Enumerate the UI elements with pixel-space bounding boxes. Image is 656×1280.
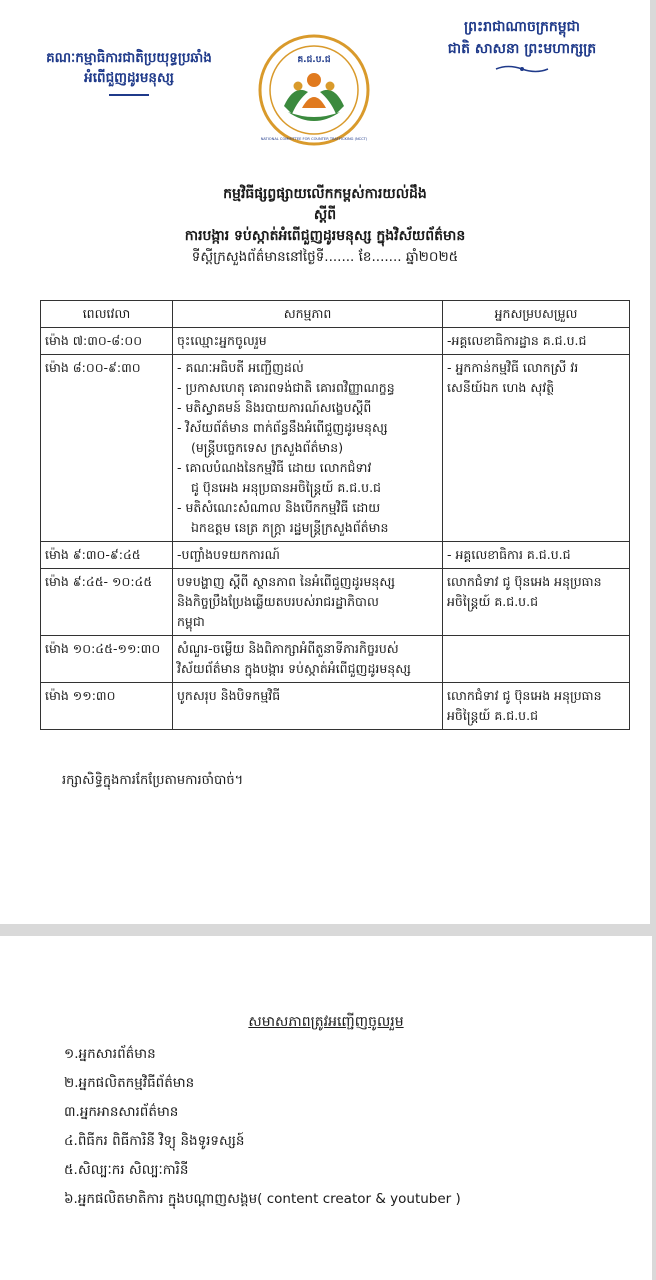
program-subject: ការបង្ការ ទប់ស្កាត់អំពើជួញដូរមនុស្ស ក្នុងវិស័យព័ត៌មាន [184,228,466,244]
activity-line: -បញ្ចាំងបទយកការណ៍ [177,547,280,562]
activity-line: ចុះឈ្មោះអ្នកចូលរួម [177,333,267,348]
national-motto: ជាតិ សាសនា ព្រះមហាក្សត្រ [447,41,597,57]
logo-abbrev: គ.ជ.ប.ជ [297,55,331,65]
agenda-time-cell: ម៉ោង ១០:៤៥-១១:៣០ [41,636,173,683]
activity-line: ឯកឧត្តម នេត្រ ភក្ត្រា រដ្ឋមន្ត្រីក្រសួងព័ត៌មាន [191,520,389,535]
header-facilitator: អ្នកសម្របសម្រួល [443,301,630,328]
activity-line: - គោលបំណងនៃកម្មវិធី ដោយ លោកជំទាវ [177,460,372,475]
kingdom-name: ព្រះរាជាណាចក្រកម្ពុជា [463,19,580,35]
participant-item: ៥.សិល្បៈករ សិល្បៈការិនី [64,1162,189,1178]
agenda-time-cell: ម៉ោង ៩:៣០-៩:៤៥ [41,542,173,569]
activity-line: ជូ ប៊ុនអេង អនុប្រធានអចិន្ត្រៃយ៍ គ.ជ.ប.ជ [191,480,381,495]
agenda-activity-cell [173,636,443,683]
kingdom-motto-header [422,16,622,74]
agenda-activity-cell [173,328,443,355]
agenda-activity-cell [173,569,443,636]
agenda-time-cell: ម៉ោង ៨:០០-៩:៣០ [41,355,173,542]
activity-line: វិស័យព័ត៌មាន ក្នុងបង្ការ ទប់ស្កាត់អំពើជួញដូរមនុស្ស [177,661,411,676]
document-page-2 [0,936,652,1280]
ornament-flourish-icon [494,64,550,74]
activity-line: - គណៈអធិបតី អញ្ជើញដល់ [177,360,304,375]
agenda-time-cell: ម៉ោង ៩:៤៥- ១០:៤៥ [41,569,173,636]
activity-line: - មតិសំណេះសំណាល និងបើកកម្មវិធី ដោយ [177,500,381,515]
agenda-facilitator-cell: លោកជំទាវ ជូ ប៊ុនអេង អនុប្រធានអចិន្ត្រៃយ៍ គ.ជ.ប.ជ [443,683,630,730]
activity-line: បូកសរុប និងបិទកម្មវិធី [177,688,281,703]
org-name-line1: គណៈកម្មាធិការជាតិប្រយុទ្ធប្រឆាំង [46,50,212,66]
participant-item: ៣.អ្នកអានសារព័ត៌មាន [64,1104,179,1120]
activity-line: សំណួរ-ចម្លើយ និងពិភាក្សាអំពីតួនាទីភារកិច្ចរបស់ [177,641,399,656]
activity-line: និងកិច្ចប្រឹងប្រែងឆ្លើយតបរបស់រាជរដ្ឋាភិបាល [177,594,379,609]
agenda-row [41,355,630,542]
participants-title: សមាសភាពត្រូវអញ្ជើញចូលរួម [248,1014,404,1030]
agenda-facilitator-cell: - អ្នកកាន់កម្មវិធី លោកស្រី វរសេនីយ៍ឯក ហេង សុវត្ថិ [443,355,630,542]
logo-ring-text: NATIONAL COMMITTEE FOR COUNTER TRAFFICKING (NCCT) [260,137,368,141]
activity-line: - ប្រកាសហេតុ គោរពទង់ជាតិ គោរពវិញ្ញាណក្ខន្ធ [177,380,395,395]
participant-item: ១.អ្នកសារព័ត៌មាន [64,1046,156,1062]
agenda-header-row [41,301,630,328]
agenda-time-cell: ម៉ោង ១១:៣០ [41,683,173,730]
rights-note: រក្សាសិទ្ធិក្នុងការកែប្រែតាមការចាំបាច់។ [62,773,244,788]
activity-line: - មតិស្វាគមន៍ និងរបាយការណ៍សង្ខេបស្តីពី [177,400,372,415]
agenda-row [41,542,630,569]
agenda-row [41,569,630,636]
activity-line: (មន្ត្រីបច្ចេកទេស ក្រសួងព័ត៌មាន) [191,440,344,455]
ornament-underline-icon [109,92,149,98]
ncct-logo [258,34,370,146]
participant-item: ៦.អ្នកផលិតមាតិការ ក្នុងបណ្តាញសង្គម( content creator & youtuber ) [64,1191,461,1207]
program-title: កម្មវិធីផ្សព្វផ្សាយលើកកម្ពស់ការយល់ដឹង [223,186,427,202]
organization-header [24,48,234,98]
agenda-activity-cell [173,542,443,569]
activity-line: បទបង្ហាញ ស្តីពី ស្ថានភាព នៃអំពើជួញដូរមនុស្ស [177,574,395,589]
agenda-row [41,683,630,730]
activity-line: កម្ពុជា [177,614,205,629]
participant-item: ៤.ពិធីករ ពិធីការិនី វិទ្យុ និងទូរទស្សន៍ [64,1133,245,1149]
agenda-table [40,300,630,730]
program-venue-date: ទីស្តីក្រសួងព័ត៌មាននៅថ្ងៃទី....... ខែ....... ឆ្នាំ២០២៥ [191,249,459,265]
agenda-row [41,328,630,355]
agenda-activity-cell [173,355,443,542]
org-name-line2: អំពើជួញដូរមនុស្ស [84,70,174,86]
participants-list [64,1040,461,1214]
agenda-facilitator-cell: លោកជំទាវ ជូ ប៊ុនអេង អនុប្រធានអចិន្ត្រៃយ៍ គ.ជ.ប.ជ [443,569,630,636]
agenda-facilitator-cell: - អគ្គលេខាធិការ គ.ជ.ប.ជ [443,542,630,569]
participant-item: ២.អ្នកផលិតកម្មវិធីព័ត៌មាន [64,1075,195,1091]
activity-line: - វិស័យព័ត៌មាន ពាក់ព័ន្ធនឹងអំពើជួញដូរមនុស្ស [177,420,388,435]
program-titles [0,184,650,268]
agenda-activity-cell [173,683,443,730]
program-subject-label: ស្តីពី [313,207,337,223]
header-time: ពេលវេលា [41,301,173,328]
agenda-time-cell: ម៉ោង ៧:៣០-៨:០០ [41,328,173,355]
agenda-row [41,636,630,683]
agenda-facilitator-cell: -អគ្គលេខាធិការដ្ឋាន គ.ជ.ប.ជ [443,328,630,355]
header-activity: សកម្មភាព [173,301,443,328]
agenda-facilitator-cell [443,636,630,683]
